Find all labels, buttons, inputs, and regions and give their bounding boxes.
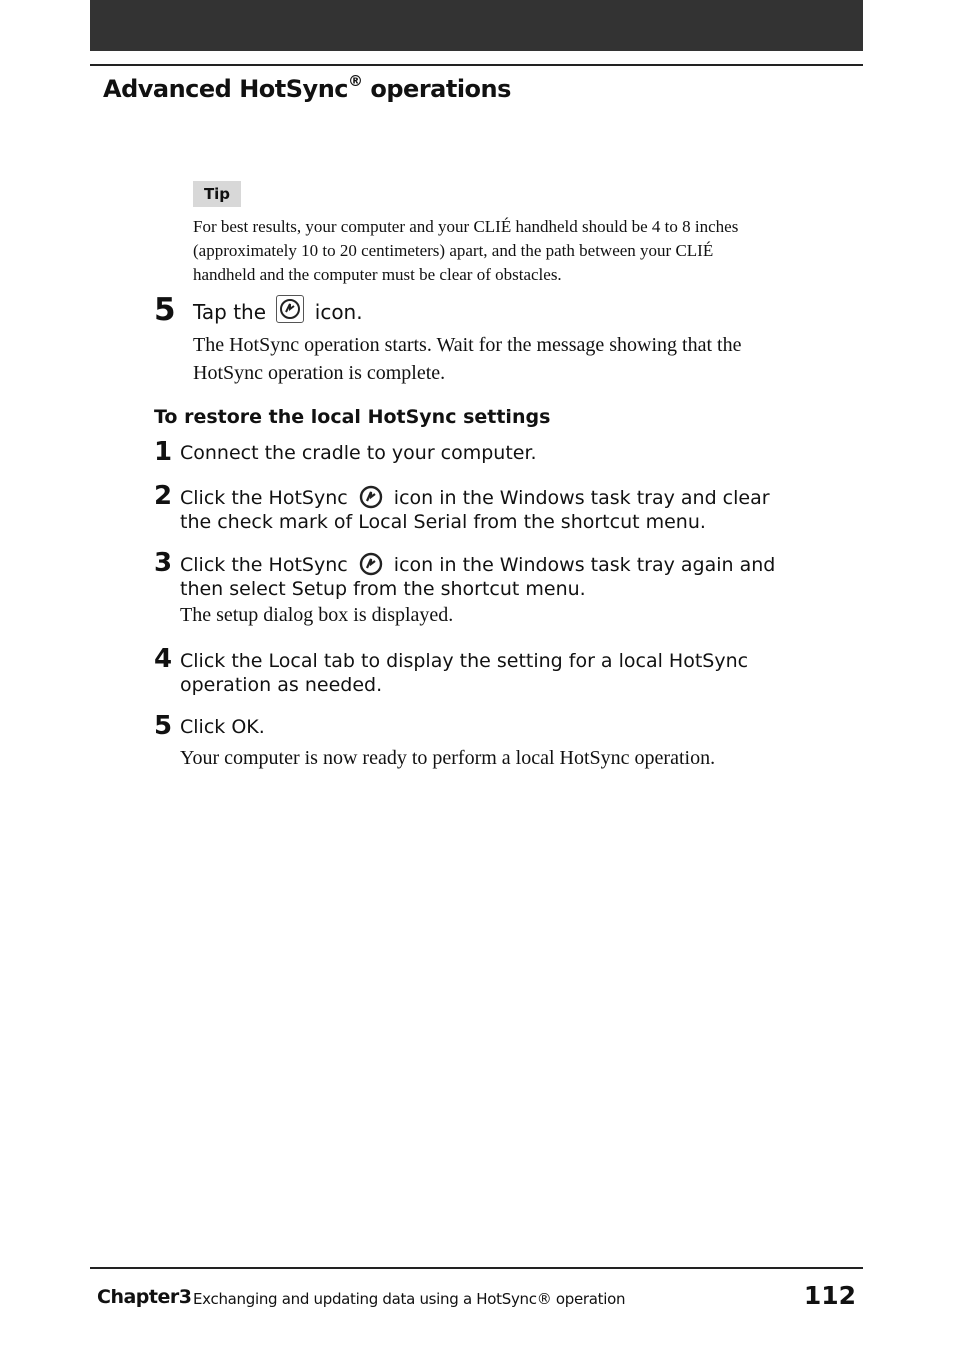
chapter-description: Exchanging and updating data using a HotSync® operation xyxy=(193,1290,626,1308)
subsection-heading: To restore the local HotSync settings xyxy=(154,406,551,428)
step-description: The HotSync operation starts. Wait for the message showing that the HotSync operation is complete. xyxy=(193,334,742,384)
step-number: 1 xyxy=(154,437,173,467)
tip-label: Tip xyxy=(193,181,241,207)
step-instruction: Click the HotSync icon in the Windows task tray and clear the check mark of Local Serial from the shortcut menu. xyxy=(180,486,770,534)
step-number: 5 xyxy=(154,292,176,328)
step-number: 5 xyxy=(154,711,173,741)
step-number: 3 xyxy=(154,548,173,578)
step-instruction: Click OK. xyxy=(180,716,265,738)
hotsync-tray-icon xyxy=(357,551,385,577)
step-instruction: Connect the cradle to your computer. xyxy=(180,442,537,464)
header-bar xyxy=(90,0,863,51)
tip-text: For best results, your computer and your CLIÉ handheld should be 4 to 8 inches (approximately 10 to 20 centimeters) apart, and the path between your CLIÉ handheld and the computer must be clear of obstacles. xyxy=(193,217,739,284)
section-title: Advanced HotSync® operations xyxy=(103,72,511,103)
page-number: 112 xyxy=(803,1281,856,1310)
step-instruction: Click the Local tab to display the setting for a local HotSync operation as needed. xyxy=(180,650,749,696)
header-rule xyxy=(90,64,863,66)
step-number: 4 xyxy=(154,644,173,674)
hotsync-tray-icon xyxy=(357,484,385,510)
step-instruction: Click the HotSync icon in the Windows task tray again and then select Setup from the shortcut menu. xyxy=(180,553,775,601)
chapter-label: Chapter3 xyxy=(97,1286,192,1308)
step-description: The setup dialog box is displayed. xyxy=(180,604,454,626)
step-description: Your computer is now ready to perform a local HotSync operation. xyxy=(180,747,716,769)
footer-rule xyxy=(90,1267,863,1269)
step-instruction: Tap the icon. xyxy=(193,300,363,325)
hotsync-button-icon xyxy=(276,295,304,323)
step-number: 2 xyxy=(154,481,173,511)
